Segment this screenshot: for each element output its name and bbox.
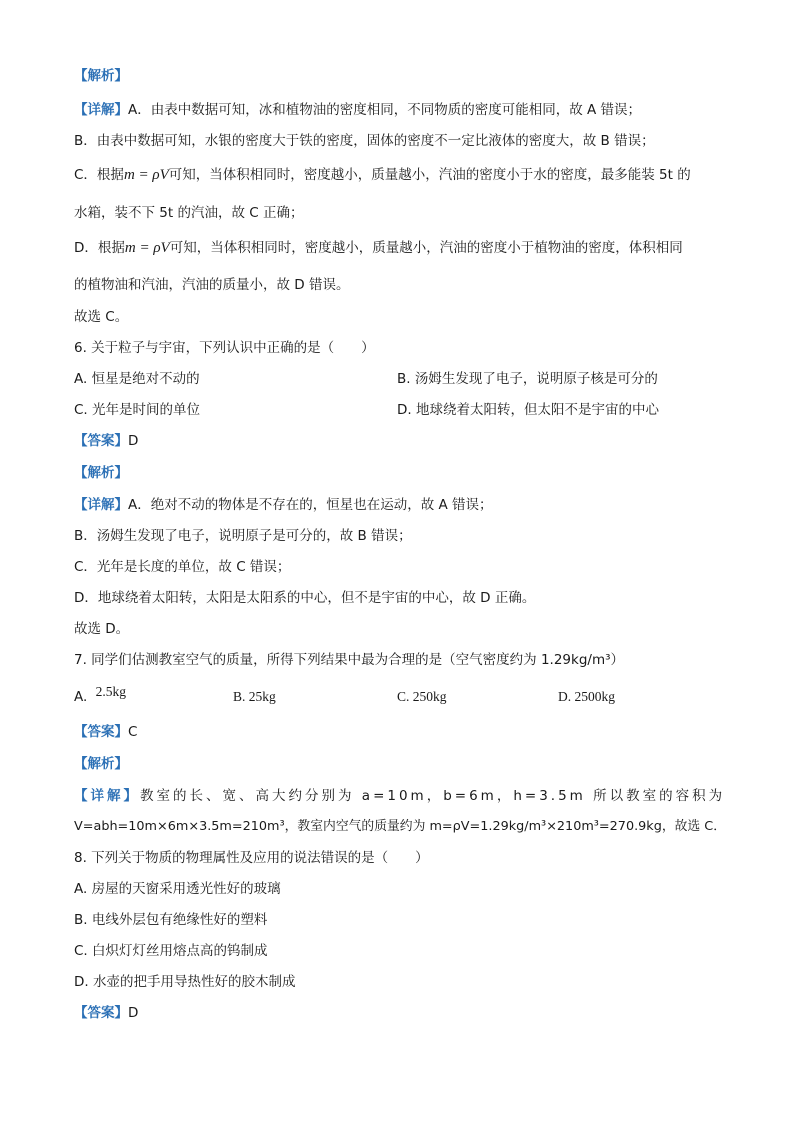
option-a: A. 恒星是绝对不动的 bbox=[74, 371, 200, 387]
option-b: B. 25kg bbox=[233, 689, 276, 704]
detail-line bbox=[74, 166, 691, 184]
answer-tag: 【答案】 bbox=[74, 433, 128, 449]
detail-text: C．根据 bbox=[74, 167, 124, 183]
answer-tag: 【答案】 bbox=[74, 724, 128, 740]
detail-text: 可知，当体积相同时，密度越小，质量越小，汽油的密度小于水的密度，最多能装 5t 的 bbox=[168, 167, 691, 183]
option-letter: A. bbox=[74, 689, 88, 705]
detail-text: 可知，当体积相同时，密度越小，质量越小，汽油的密度小于植物油的密度，体积相同 bbox=[169, 240, 683, 256]
option-b: B. 电线外层包有绝缘性好的塑料 bbox=[74, 912, 268, 928]
question-stem: 8. 下列关于物质的物理属性及应用的说法错误的是（ ） bbox=[74, 850, 429, 866]
option-c: C. 光年是时间的单位 bbox=[74, 402, 201, 418]
detail-line: B．由表中数据可知，水银的密度大于铁的密度，固体的密度不一定比液体的密度大，故 B 错误； bbox=[74, 133, 655, 149]
option-a-value: 2.5kg bbox=[95, 684, 126, 699]
detail-line: C．光年是长度的单位，故 C 错误； bbox=[74, 559, 291, 575]
question-stem: 7. 同学们估测教室空气的质量，所得下列结果中最为合理的是（空气密度约为 1.29kg/m³） bbox=[74, 652, 625, 668]
detail-line: V=abh=10m×6m×3.5m=210m³，教室内空气的质量约为 m=ρV=1.29kg/m³×210m³=270.9kg，故选 C． bbox=[74, 819, 727, 834]
answer-tag: 【答案】 bbox=[74, 1005, 128, 1021]
detail-tag: 【详解】 bbox=[74, 788, 140, 804]
analysis-tag: 【解析】 bbox=[74, 756, 128, 772]
detail-text: A．由表中数据可知，冰和植物油的密度相同，不同物质的密度可能相同，故 A 错误； bbox=[128, 102, 642, 118]
option-b: B. 汤姆生发现了电子，说明原子核是可分的 bbox=[397, 371, 658, 387]
detail-tag: 【详解】 bbox=[74, 497, 128, 513]
choice-line: 故选 D。 bbox=[74, 621, 130, 637]
option-c: C. 250kg bbox=[397, 689, 447, 704]
choice-line: 故选 C。 bbox=[74, 309, 129, 325]
formula: m = ρV bbox=[124, 240, 170, 256]
analysis-tag: 【解析】 bbox=[74, 465, 128, 481]
detail-paragraph bbox=[74, 496, 493, 514]
answer-value: D bbox=[128, 1005, 139, 1021]
option-a bbox=[74, 684, 126, 706]
analysis-tag: 【解析】 bbox=[74, 68, 128, 84]
detail-line: 的植物油和汽油，汽油的质量小，故 D 错误。 bbox=[74, 277, 350, 293]
detail-paragraph bbox=[74, 787, 726, 805]
detail-line bbox=[74, 239, 683, 257]
option-d: D. 地球绕着太阳转，但太阳不是宇宙的中心 bbox=[397, 402, 659, 418]
detail-text: D．根据 bbox=[74, 240, 125, 256]
detail-paragraph bbox=[74, 101, 641, 119]
answer-value: C bbox=[128, 724, 138, 740]
option-c: C. 白炽灯灯丝用熔点高的钨制成 bbox=[74, 943, 268, 959]
detail-text: 教室的长、宽、高大约分别为 a=10m，b=6m，h=3.5m 所以教室的容积为 bbox=[140, 788, 726, 804]
question-stem: 6. 关于粒子与宇宙，下列认识中正确的是（ ） bbox=[74, 340, 375, 356]
detail-line: D．地球绕着太阳转，太阳是太阳系的中心，但不是宇宙的中心，故 D 正确。 bbox=[74, 590, 536, 606]
option-d: D. 水壶的把手用导热性好的胶木制成 bbox=[74, 974, 296, 990]
option-a: A. 房屋的天窗采用透光性好的玻璃 bbox=[74, 881, 281, 897]
answer-line bbox=[74, 1004, 138, 1022]
formula: m = ρV bbox=[123, 167, 169, 183]
answer-line bbox=[74, 723, 137, 741]
answer-line bbox=[74, 432, 138, 450]
detail-line: 水箱，装不下 5t 的汽油，故 C 正确； bbox=[74, 205, 304, 221]
option-d: D. 2500kg bbox=[558, 689, 615, 704]
answer-value: D bbox=[128, 433, 139, 449]
detail-text: A．绝对不动的物体是不存在的，恒星也在运动，故 A 错误； bbox=[128, 497, 493, 513]
detail-tag: 【详解】 bbox=[74, 102, 128, 118]
detail-line: B．汤姆生发现了电子，说明原子是可分的，故 B 错误； bbox=[74, 528, 412, 544]
